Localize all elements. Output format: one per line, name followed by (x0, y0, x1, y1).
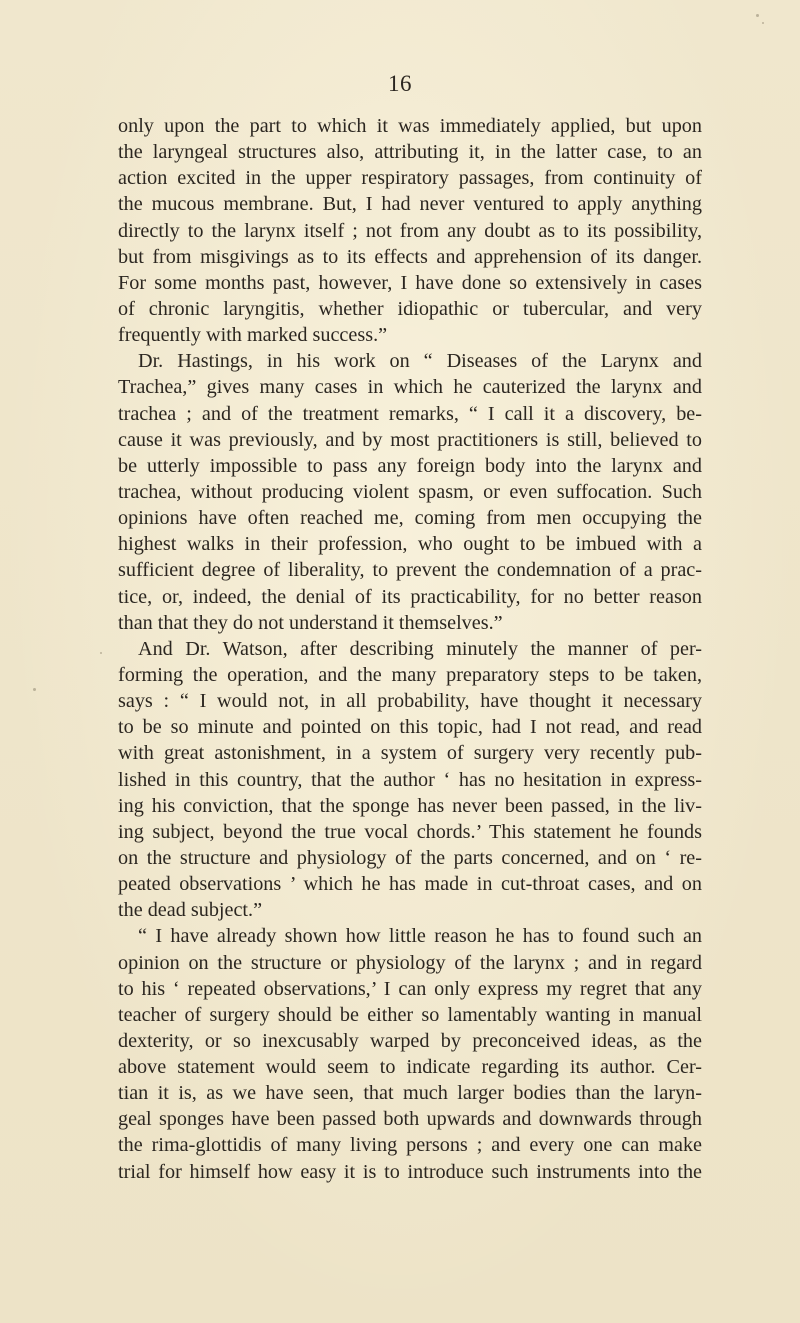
text-line: opinions have often reached me, coming from men occupying the (118, 507, 702, 530)
text-line: “ I have already shown how little reason he has to found such an (138, 925, 702, 948)
text-line: frequently with marked success.” (118, 324, 388, 347)
paragraph-3 (118, 636, 702, 924)
text-line: only upon the part to which it was immediately applied, but upon (118, 115, 702, 137)
text-line: the mucous membrane. But, I had never ventured to apply anything (118, 193, 702, 216)
text-line: be utterly impossible to pass any foreign body into the larynx and (118, 454, 702, 477)
text-line: action excited in the upper respiratory passages, from continuity of (118, 167, 702, 190)
text-line: but from misgivings as to its effects and apprehension of its danger. (118, 245, 702, 268)
text-line: highest walks in their profession, who ought to be imbued with a (118, 533, 702, 556)
text-line: above statement would seem to indicate regarding its author. Cer- (118, 1056, 702, 1079)
text-line: opinion on the structure or physiology of the larynx ; and in regard (118, 951, 702, 974)
text-line: on the structure and physiology of the parts concerned, and on ‘ re- (118, 846, 702, 869)
text-line: says : “ I would not, in all probability, have thought it necessary (118, 690, 702, 713)
text-line: of chronic laryngitis, whether idiopathic or tubercular, and very (118, 297, 702, 320)
paper-speck (100, 652, 102, 654)
text-line: ing subject, beyond the true vocal chords.’ This statement he founds (118, 820, 702, 843)
text-line: to be so minute and pointed on this topic, had I not read, and read (118, 716, 702, 739)
text-line: lished in this country, that the author ‘ has no hesitation in express- (118, 768, 702, 791)
text-line: geal sponges have been passed both upwards and downwards through (118, 1108, 702, 1131)
text-line: For some months past, however, I have done so extensively in cases (118, 271, 702, 294)
paper-speck (756, 14, 759, 17)
text-line: directly to the larynx itself ; not from any doubt as to its possibility, (118, 219, 702, 242)
text-line: Trachea,” gives many cases in which he cauterized the larynx and (118, 376, 702, 399)
text-line: to his ‘ repeated observations,’ I can only express my regret that any (118, 977, 702, 1000)
text-line: forming the operation, and the many preparatory steps to be taken, (118, 663, 702, 686)
text-line: teacher of surgery should be either so lamentably wanting in manual (118, 1003, 702, 1026)
text-line: Dr. Hastings, in his work on “ Diseases of the Larynx and (138, 350, 702, 373)
text-line: trial for himself how easy it is to introduce such instruments into the (118, 1160, 702, 1183)
text-line: the rima-glottidis of many living persons ; and every one can make (118, 1134, 702, 1157)
paper-speck (33, 688, 36, 691)
text-line: And Dr. Watson, after describing minutely the manner of per- (138, 637, 702, 660)
text-line: dexterity, or so inexcusably warped by preconceived ideas, as the (118, 1029, 702, 1052)
paper-speck (762, 22, 764, 24)
paragraph-4 (118, 923, 702, 1184)
text-line: than that they do not understand it themselves.” (118, 611, 503, 634)
text-line: tice, or, indeed, the denial of its practicability, for no better reason (118, 585, 702, 608)
text-line: sufficient degree of liberality, to prevent the condemnation of a prac- (118, 559, 702, 582)
text-line: trachea ; and of the treatment remarks, “ I call it a discovery, be- (118, 402, 702, 425)
text-line: trachea, without producing violent spasm, or even suffocation. Such (118, 480, 702, 503)
text-line: tian it is, as we have seen, that much larger bodies than the laryn- (118, 1082, 702, 1105)
text-line: with great astonishment, in a system of surgery very recently pub- (118, 742, 702, 765)
text-line: cause it was previously, and by most practitioners is still, believed to (118, 428, 702, 451)
page-number: 16 (388, 71, 412, 96)
text-line: the laryngeal structures also, attributing it, in the latter case, to an (118, 141, 702, 164)
text-line: the dead subject.” (118, 899, 263, 922)
text-line: ing his conviction, that the sponge has never been passed, in the liv- (118, 794, 702, 817)
text-line: peated observations ’ which he has made in cut-throat cases, and on (118, 873, 702, 896)
paragraph-1 (118, 113, 702, 348)
paragraph-2 (118, 348, 702, 636)
body-text (118, 113, 702, 1185)
